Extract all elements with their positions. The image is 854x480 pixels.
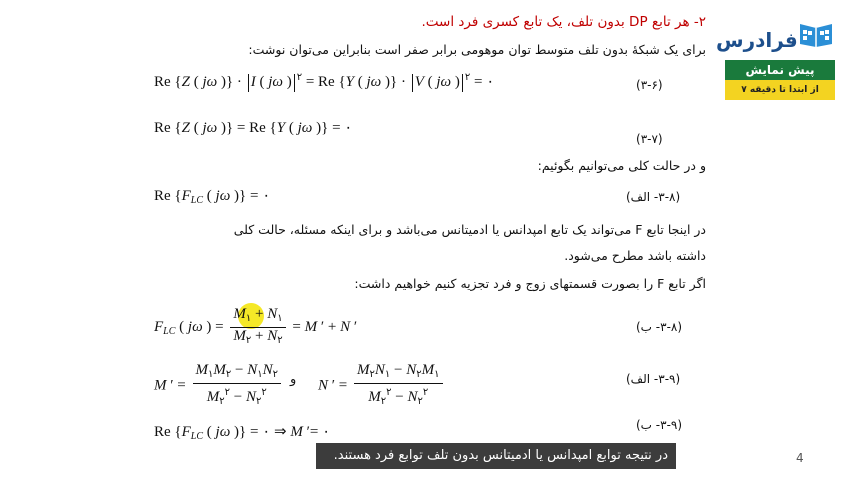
equation-number-3-9b: (۳-۹- ب) — [636, 418, 683, 432]
conclusion-note: در نتیجه توابع امپدانس یا ادمیتانس بدون تلف توابع فرد هستند. — [316, 443, 676, 469]
equation-number-3-6: (۳-۶) — [636, 78, 663, 92]
equation-3-6: Re {Z ( jω )} · I ( jω ) $^۲$ = Re {Y ( jω )} · V ( jω ) $^۲$ = ۰ — [154, 72, 495, 90]
equation-conjunction: و — [290, 372, 297, 387]
preview-badge-title: پیش نمایش — [725, 60, 835, 80]
equation-3-9a-second: N ′ = $\frac{M_۲N_۱ - N_۲M_۱}{M_۲^۲ - N_۲^۲}$ — [318, 362, 446, 410]
equation-number-3-8b: (۳-۸- ب) — [636, 320, 683, 334]
equation-3-9b: Re {$F_{LC}$ ( jω )} = ۰ ⇒ M ′= ۰ — [154, 424, 331, 442]
brand-logo-text: فرادرس — [716, 28, 798, 52]
equation-3-8b: $F_{LC}$ ( jω ) = $\frac{M_۱ + N_۱}{M_۲ + N_۲}$ = M ′ + N ′ — [154, 306, 358, 346]
preview-badge-subtitle: از ابتدا تا دقیقه ۷ — [725, 80, 835, 100]
section-heading: ۲- هر تابع DP بدون تلف، یک تابع کسری فرد است. — [421, 14, 706, 30]
preview-badge — [725, 60, 835, 102]
paragraph-3-line-1: در اینجا تابع F می‌تواند یک تابع امپدانس یا ادمیتانس می‌باشد و برای اینکه مسئله، حالت کلی — [233, 222, 706, 237]
book-icon — [798, 18, 834, 48]
equation-number-3-7: (۳-۷) — [636, 132, 663, 146]
equation-3-7: Re {Z ( jω )} = Re {Y ( jω )} = ۰ — [154, 120, 353, 136]
paragraph-2: و در حالت کلی می‌توانیم بگوئیم: — [537, 158, 706, 173]
equation-3-8a: Re {$F_{LC}$ ( jω )} = ۰ — [154, 188, 271, 206]
equation-number-3-8a: (۳-۸- الف) — [626, 190, 681, 204]
equation-3-9a: M ′ = $\frac{M_۱M_۲ - N_۱N_۲}{M_۲^۲ - N_۲^۲}$ — [154, 362, 284, 410]
paragraph-3-line-2: داشته باشد مطرح می‌شود. — [564, 248, 706, 263]
paragraph-1: برای یک شبکهٔ بدون تلف متوسط توان موهومی برابر صفر است بنابراین می‌توان نوشت: — [248, 42, 706, 57]
page-number: 4 — [796, 451, 804, 465]
paragraph-4: اگر تابع F را بصورت قسمتهای زوج و فرد تجزیه کنیم خواهیم داشت: — [354, 276, 706, 291]
brand-logo — [716, 14, 838, 58]
equation-number-3-9a: (۳-۹- الف) — [626, 372, 681, 386]
